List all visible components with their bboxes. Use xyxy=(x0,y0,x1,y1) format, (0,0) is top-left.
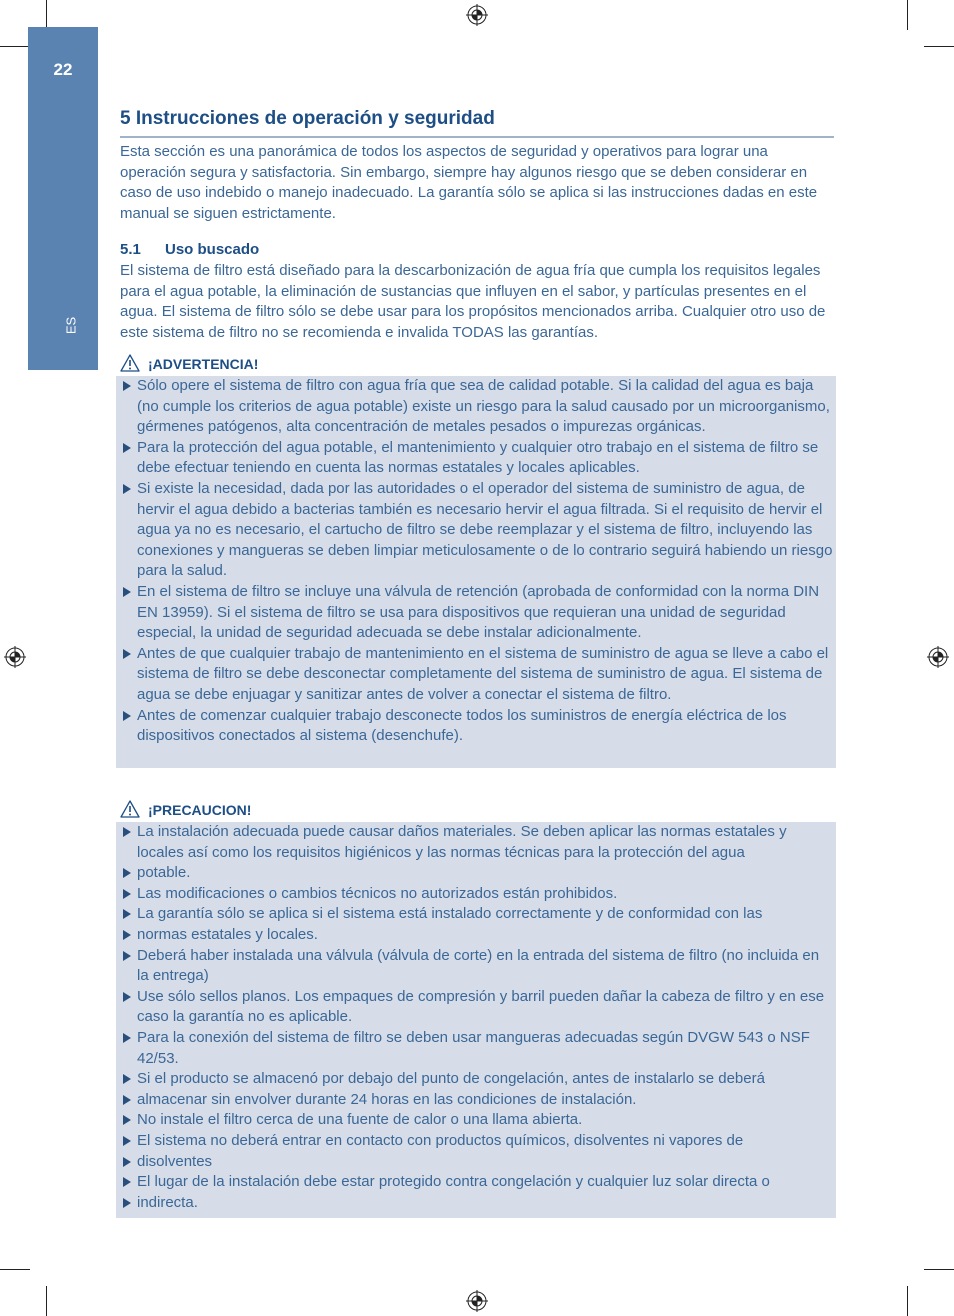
subsection-title: Uso buscado xyxy=(165,241,260,258)
list-item xyxy=(116,925,834,946)
bullet-arrow-icon xyxy=(123,1115,131,1125)
caution-heading xyxy=(120,800,251,818)
bullet-arrow-icon xyxy=(123,1136,131,1146)
list-item xyxy=(116,644,834,706)
bullet-arrow-icon xyxy=(123,1157,131,1167)
warning-heading xyxy=(120,354,258,372)
list-item-text: Sólo opere el sistema de filtro con agua fría que sea de calidad potable. Si la calidad del agua es baja (no cumple los criterios de agua potable) existe un riesgo para la salud causado por un microorganismo, gérmenes patógenos, alta concentración de metales pesados o impurezas orgánicas. xyxy=(137,377,830,436)
list-item xyxy=(116,1152,834,1173)
subsection-text: El sistema de filtro está diseñado para la descarbonización de agua fría que cumpla los requisitos legales para el agua potable, la eliminación de sustancias que influyen en el sabor, y partículas presentes en el agua. El sistema de filtro sólo se debe usar para los propósitos mencionados arriba. Cualquier otro uso de este sistema de filtro no se recomienda e invalida TODAS las garantías. xyxy=(120,262,826,341)
page-number: 22 xyxy=(53,60,73,79)
list-item xyxy=(116,438,834,479)
bullet-arrow-icon xyxy=(123,443,131,453)
bullet-arrow-icon xyxy=(123,484,131,494)
list-item xyxy=(116,987,834,1028)
list-item-text: disolventes xyxy=(137,1152,213,1170)
subsection-number: 5.1 xyxy=(120,241,141,258)
list-item-text: No instale el filtro cerca de una fuente de calor o una llama abierta. xyxy=(137,1111,583,1129)
list-item xyxy=(116,884,834,905)
list-item-text: En el sistema de filtro se incluye una válvula de retención (aprobada de conformidad con la norma DIN EN 13959). Si el sistema de filtro se usa para dispositivos que requieran una unidad de seguridad especial, la unidad de seguridad adecuada se debe instalar adicionalmente. xyxy=(137,582,820,642)
subsection-heading xyxy=(120,241,259,258)
registration-mark-icon xyxy=(466,1290,488,1312)
warning-list xyxy=(116,376,836,747)
list-item-text: potable. xyxy=(137,864,191,882)
bullet-arrow-icon xyxy=(123,930,131,940)
bullet-arrow-icon xyxy=(123,1198,131,1208)
list-item xyxy=(116,863,834,884)
list-item-text: Antes de comenzar cualquier trabajo desconecte todos los suministros de energía eléctrica de los dispositivos conectados al sistema (desenchufe). xyxy=(137,706,787,745)
section-title: 5 Instrucciones de operación y seguridad xyxy=(120,108,834,138)
crop-mark xyxy=(0,46,30,47)
list-item xyxy=(116,376,834,438)
caution-list xyxy=(116,822,836,1213)
crop-mark xyxy=(0,1269,30,1270)
list-item xyxy=(116,822,834,863)
list-item xyxy=(116,1090,834,1111)
list-item-text: Si existe la necesidad, dada por las autoridades o el operador del sistema de suministro de agua, de hervir el agua debido a bacterias también es necesario hervir el agua filtrada. Si el requisito de hervir el agua ya no es necesario, el cartucho de filtro se debe reemplazar y el sistema de filtro, incluyendo las conexiones y mangueras se deben limpiar meticulosamente o de lo contrario seguirá habiendo un riesgo para la salud. xyxy=(137,479,833,580)
crop-mark xyxy=(924,1269,954,1270)
list-item-text: normas estatales y locales. xyxy=(137,925,318,943)
list-item-text: El lugar de la instalación debe estar protegido contra congelación y cualquier luz solar directa o xyxy=(137,1173,770,1191)
list-item xyxy=(116,1069,834,1090)
list-item xyxy=(116,1028,834,1069)
bullet-arrow-icon xyxy=(123,951,131,961)
warning-icon xyxy=(120,800,140,818)
registration-mark-icon xyxy=(4,646,26,668)
section-intro: Esta sección es una panorámica de todos los aspectos de seguridad y operativos para lograr una operación segura y satisfactoria. Sin embargo, siempre hay algunos riesgo que se deben considerar en caso de uso indebido o manejo inadecuado. La garantía sólo se aplica si las instrucciones dadas en este manual se siguen estrictamente. xyxy=(120,143,818,222)
bullet-arrow-icon xyxy=(123,868,131,878)
list-item-text: Para la protección del agua potable, el mantenimiento y cualquier otro trabajo en el sistema de filtro se debe efectuar teniendo en cuenta las normas estatales y locales aplicables. xyxy=(137,438,819,477)
list-item xyxy=(116,1131,834,1152)
bullet-arrow-icon xyxy=(123,992,131,1002)
crop-mark xyxy=(907,0,908,30)
bullet-arrow-icon xyxy=(123,1033,131,1043)
list-item-text: Use sólo sellos planos. Los empaques de compresión y barril pueden dañar la cabeza de filtro y en ese caso la garantía no es aplicable. xyxy=(137,987,825,1026)
warning-box xyxy=(116,376,836,768)
caution-box xyxy=(116,822,836,1218)
bullet-arrow-icon xyxy=(123,889,131,899)
warning-title: ¡ADVERTENCIA! xyxy=(148,356,259,372)
list-item-text: La garantía sólo se aplica si el sistema está instalado correctamente y de conformidad con las xyxy=(137,905,763,923)
list-item-text: La instalación adecuada puede causar daños materiales. Se deben aplicar las normas estatales y locales así como los requisitos higiénicos y las normas técnicas para la protección del agua xyxy=(137,823,787,861)
bullet-arrow-icon xyxy=(123,381,131,391)
list-item-text: almacenar sin envolver durante 24 horas en las condiciones de instalación. xyxy=(137,1090,637,1108)
list-item-text: El sistema no deberá entrar en contacto con productos químicos, disolventes ni vapores de xyxy=(137,1131,744,1149)
registration-mark-icon xyxy=(466,4,488,26)
list-item xyxy=(116,904,834,925)
bullet-arrow-icon xyxy=(123,649,131,659)
bullet-arrow-icon xyxy=(123,587,131,597)
list-item-text: Antes de que cualquier trabajo de mantenimiento en el sistema de suministro de agua se lleve a cabo el sistema de filtro se debe desconectar completamente del sistema de suministro de agua. El sistema de agua se debe enjuagar y sanitizar antes de volver a conectar el sistema de filtro. xyxy=(137,644,829,703)
bullet-arrow-icon xyxy=(123,827,131,837)
list-item-text: Si el producto se almacenó por debajo del punto de congelación, antes de instalarlo se deberá xyxy=(137,1070,765,1088)
language-label: ES xyxy=(63,316,79,335)
crop-mark xyxy=(46,1286,47,1316)
warning-icon xyxy=(120,354,140,372)
list-item-text: Las modificaciones o cambios técnicos no autorizados están prohibidos. xyxy=(137,884,618,902)
bullet-arrow-icon xyxy=(123,1177,131,1187)
list-item-text: indirecta. xyxy=(137,1193,198,1211)
list-item-text: Para la conexión del sistema de filtro se deben usar mangueras adecuadas según DVGW 543 o NSF 42/53. xyxy=(137,1028,810,1067)
list-item xyxy=(116,946,834,987)
bullet-arrow-icon xyxy=(123,711,131,721)
bullet-arrow-icon xyxy=(123,1074,131,1084)
registration-mark-icon xyxy=(927,646,949,668)
list-item xyxy=(116,479,834,582)
crop-mark xyxy=(46,0,47,30)
list-item xyxy=(116,1110,834,1131)
bullet-arrow-icon xyxy=(123,909,131,919)
bullet-arrow-icon xyxy=(123,1095,131,1105)
crop-mark xyxy=(907,1286,908,1316)
list-item-text: Deberá haber instalada una válvula (válvula de corte) en la entrada del sistema de filtro (no incluida en la entrega) xyxy=(137,946,820,985)
crop-mark xyxy=(924,46,954,47)
list-item xyxy=(116,1172,834,1193)
list-item xyxy=(116,582,834,644)
list-item xyxy=(116,706,834,747)
caution-title: ¡PRECAUCION! xyxy=(148,802,252,818)
list-item xyxy=(116,1193,834,1214)
